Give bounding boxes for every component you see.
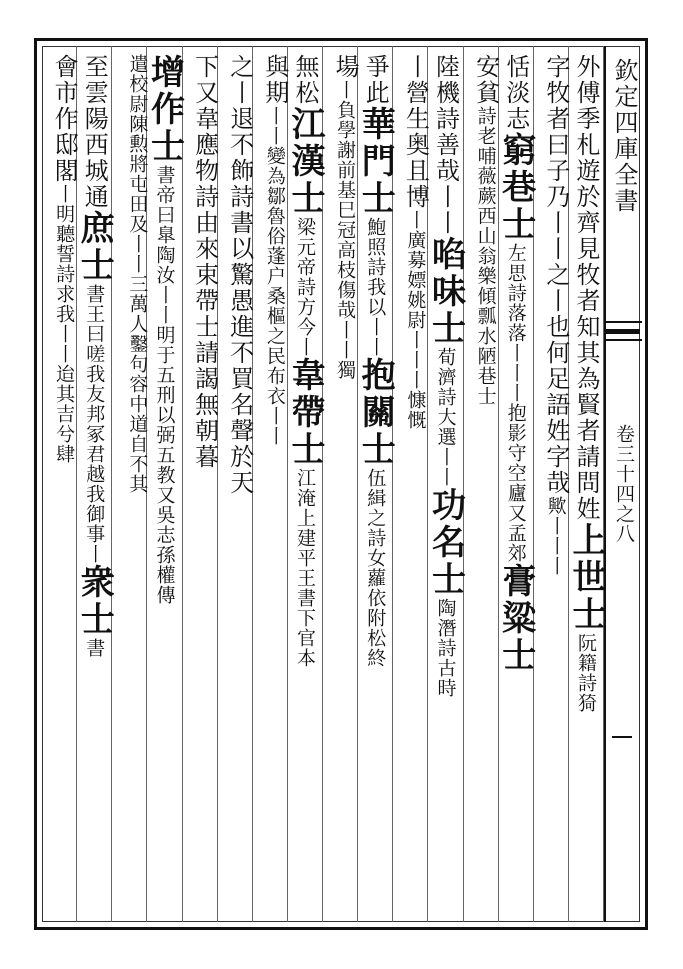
text-column [144,46,185,922]
text-column [393,46,428,922]
annotation-text: 丨丨丨慷慨 [404,330,427,430]
column-text [495,54,536,674]
column-text [425,54,466,698]
body-text: 丨營生奥且博 [401,54,430,210]
column-text [42,54,79,464]
text-column [74,46,115,922]
entry-heading: 膏粱士 [495,563,536,674]
fishtail-mark-icon [604,321,642,341]
entry-heading: 華門士 [355,106,396,217]
text-column [183,46,218,922]
volume-label: 卷三十四之八 [613,424,635,544]
entry-heading: 江漢士 [285,106,325,217]
annotation-text: 書帝曰臯陶汝丨丨明于五刑以弼五教又吳志孫權傳 [153,165,176,605]
body-text: 爭此 [361,54,390,106]
annotation-text: 丨明聽誓詩求我丨丨迨其吉兮 [53,184,76,444]
column-text [355,54,396,668]
annotation-text: 蓬户桑樞之民布衣丨丨 [263,246,286,446]
text-column [42,46,77,922]
entry-heading: 庶士 [74,210,115,284]
column-text [144,54,185,605]
annotation-text: 江淹上建平王書下官本 [294,468,316,668]
book-title: 欽定四庫全書 [610,58,638,214]
body-text: 恬淡志 [501,54,530,132]
entry-heading: 增作士 [144,54,185,165]
entry-heading: 抱關士 [355,357,396,468]
column-text [393,54,430,430]
margin-divider [612,736,632,738]
annotation-text: 陶潛詩古時 [434,598,457,698]
body-text: 場 [331,54,360,80]
body-text: 陸機詩善哉丨丨 [431,54,460,236]
annotation-text: 肆 [53,444,76,464]
text-column [112,46,147,922]
entry-heading: 上世士 [566,522,606,633]
annotation-text: 鮑照詩我以丨丨 [364,217,387,357]
text-column [323,46,358,922]
annotation-text: 遣校尉陳勲將屯田及丨丨三萬人鑿句容中道自不其 [126,54,149,494]
body-text: 字牧者曰子乃丨丨之丨也何足語姓字哉 [541,54,570,496]
entry-heading: 衆士 [74,564,115,638]
annotation-text: 巳冠高枝傷哉丨丨獨 [334,200,357,380]
annotation-text: 詩老哺薇蕨西山翁樂傾瓢水陋巷士 [474,106,497,406]
column-text [566,54,606,713]
annotation-text: 丨丨變為鄒魯俗 [263,106,286,246]
text-column [218,46,253,922]
body-text: 會市作邸閣 [50,54,79,184]
body-text: 之丨退不飾詩書以驚愚進不買名聲於天 [225,54,254,496]
entry-heading: 窮巷士 [495,132,536,243]
body-text: 至雲陽西城通 [80,54,109,210]
text-column [355,46,396,922]
annotation-text: 左思詩落落丨丨丨抱影守空廬又孟郊 [504,243,527,563]
text-column [495,46,536,922]
entry-heading: 啗味士 [425,236,466,347]
entry-heading: 韋帶士 [285,357,325,468]
annotation-text: 伍緝之詩女蘿依附松終 [364,468,387,668]
margin-block [604,46,640,922]
body-text: 安貧 [471,54,500,106]
column-text [253,54,287,446]
annotation-text: 丨廣募嫖姚尉 [404,210,427,330]
annotation-text: 阮籍詩猗 [575,633,597,713]
column-text [464,54,498,406]
annotation-text: 書 [83,638,106,658]
annotation-text: 荀濟詩大選丨丨 [434,347,457,487]
text-column [464,46,499,922]
body-text: 無松 [291,54,319,106]
column-text [74,54,115,658]
annotation-text: 書王曰嗟我友邦冢君越我御事丨 [83,284,106,564]
annotation-text: 梁元帝詩方今丨 [294,217,316,357]
column-text [285,54,325,668]
entry-heading: 功名士 [425,487,466,598]
column-text [323,54,360,380]
body-text: 外傅季札遊於齊見牧者知其為賢者請問姓 [572,54,600,522]
annotation-text: 丨負學謝前基 [334,80,357,200]
text-column [253,46,288,922]
body-text: 下又韋應物詩由來束帶士請謁無朝暮 [190,54,219,470]
annotation-text: 歟丨丨丨 [544,496,567,576]
text-column [425,46,466,922]
column-text [112,54,149,494]
text-column [566,46,606,922]
column-text [534,54,568,576]
text-column [285,46,325,922]
column-text [218,54,252,496]
body-text: 與期 [260,54,289,106]
column-text [183,54,217,470]
text-column [534,46,569,922]
